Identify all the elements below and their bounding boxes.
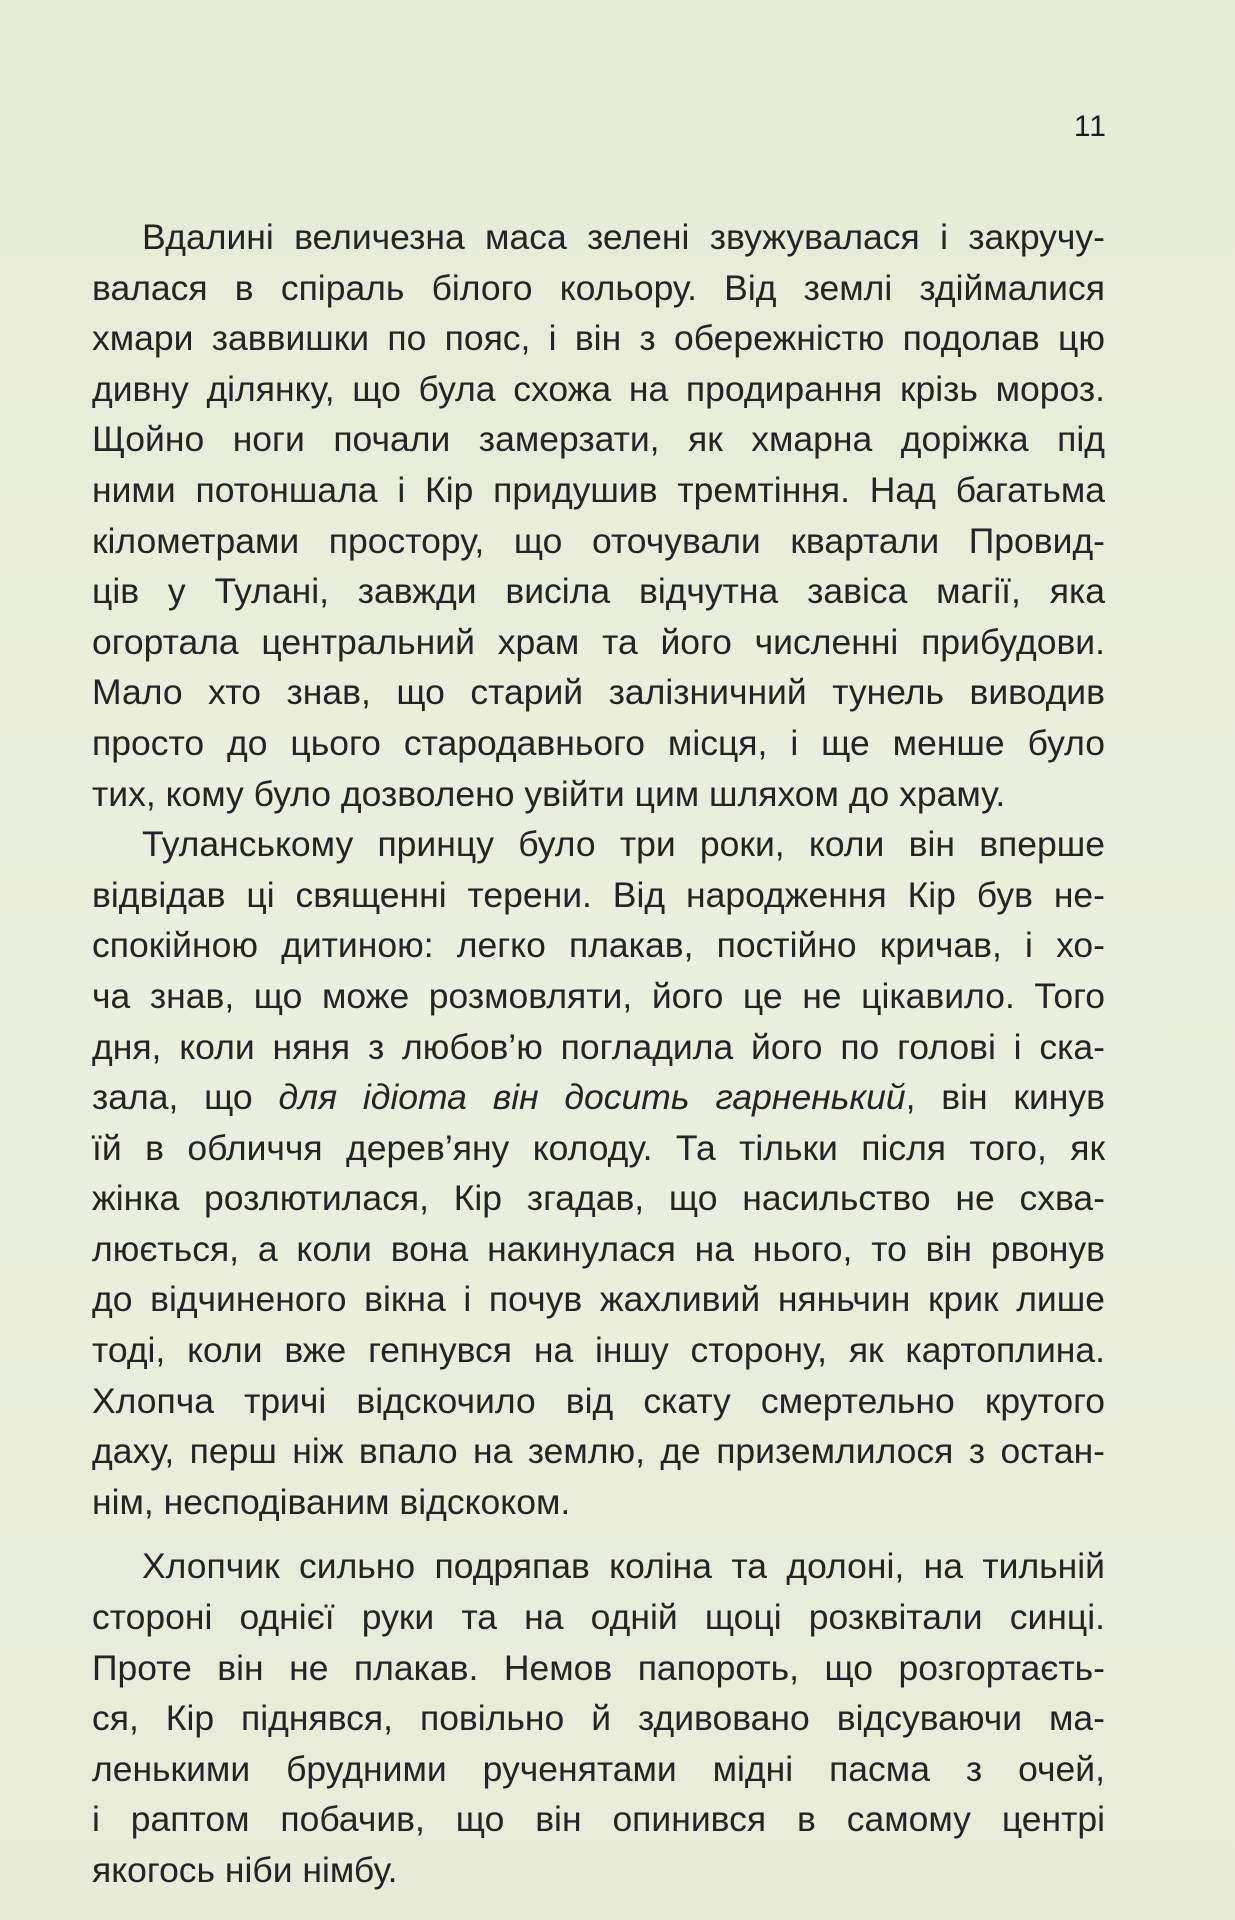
text-line: тоді, коли вже гепнувся на іншу сторону, як картоплина. [92,1330,1105,1371]
text-line: даху, перш ніж впало на землю, де приземлилося з остан- [92,1431,1105,1472]
text-line: ся, Кір піднявся, повільно й здивовано відсуваючи ма- [92,1698,1105,1739]
body-text [92,212,1105,1896]
paragraph-gap [92,1527,1105,1541]
text-line: ців у Тулані, завжди висіла відчутна завіса магії, яка [92,571,1105,612]
text-line: люється, а коли вона накинулася на нього, то він рвонув [92,1228,1105,1269]
text-line: стороні однієї руки та на одній щоці розквітали синці. [92,1597,1105,1638]
text-line: тих, кому було дозволено увійти цим шляхом до храму. [92,773,1006,814]
text-segment: , він кинув [905,1077,1106,1118]
text-line: нім, несподіваним відскоком. [92,1481,571,1522]
text-line: ча знав, що може розмовляти, його це не цікавило. Того [92,975,1105,1016]
text-line: Щойно ноги почали замерзати, як хмарна доріжка під [92,419,1105,460]
text-line: кілометрами простору, що оточували квартали Провид- [92,520,1105,561]
text-line: хмари заввишки по пояс, і він з обережністю подолав цю [92,318,1105,359]
page-number: 11 [1073,110,1107,143]
text-line: огортала центральний храм та його численні прибудови. [92,621,1105,662]
text-line-with-italic [92,1072,1105,1123]
text-line: Вдалині величезна маса зелені звужувалася і закручу- [142,217,1105,257]
text-segment: зала, що [92,1077,279,1118]
text-line: дивну ділянку, що була схожа на продирання крізь мороз. [92,368,1105,409]
text-line: ленькими брудними рученятами мідні пасма з очей, [92,1748,1105,1789]
text-line: просто до цього стародавнього місця, і ще менше було [92,722,1105,763]
italic-phrase: для ідіота він досить гарненький [278,1077,906,1118]
text-line: відвідав ці священні терени. Від народження Кір був не- [92,874,1105,915]
text-line: Хлопчик сильно подряпав коліна та долоні, на тильній [142,1546,1105,1587]
text-line: жінка розлютилася, Кір згадав, що насильство не схва- [92,1178,1105,1219]
text-line: ними потоншала і Кір придушив тремтіння. Над багатьма [92,469,1105,510]
text-line: спокійною дитиною: легко плакав, постійно кричав, і хо- [92,925,1105,966]
text-line: Проте він не плакав. Немов папороть, що розгортаєть- [92,1647,1105,1688]
text-line: їй в обличчя дерев’яну колоду. Та тільки після того, як [92,1127,1105,1168]
text-line: якогось ніби німбу. [92,1850,398,1890]
text-line: валася в спіраль білого кольору. Від землі здіймалися [92,267,1105,308]
text-line: дня, коли няня з любов’ю погладила його по голові і ска- [92,1026,1105,1067]
text-line: Туланському принцу було три роки, коли він вперше [142,824,1105,865]
text-line: і раптом побачив, що він опинився в самому центрі [92,1799,1105,1840]
text-line: Хлопча тричі відскочило від скату смертельно крутого [92,1380,1105,1421]
text-line: Мало хто знав, що старий залізничний тунель виводив [92,672,1105,713]
text-line: до відчиненого вікна і почув жахливий няньчин крик лише [92,1279,1105,1320]
